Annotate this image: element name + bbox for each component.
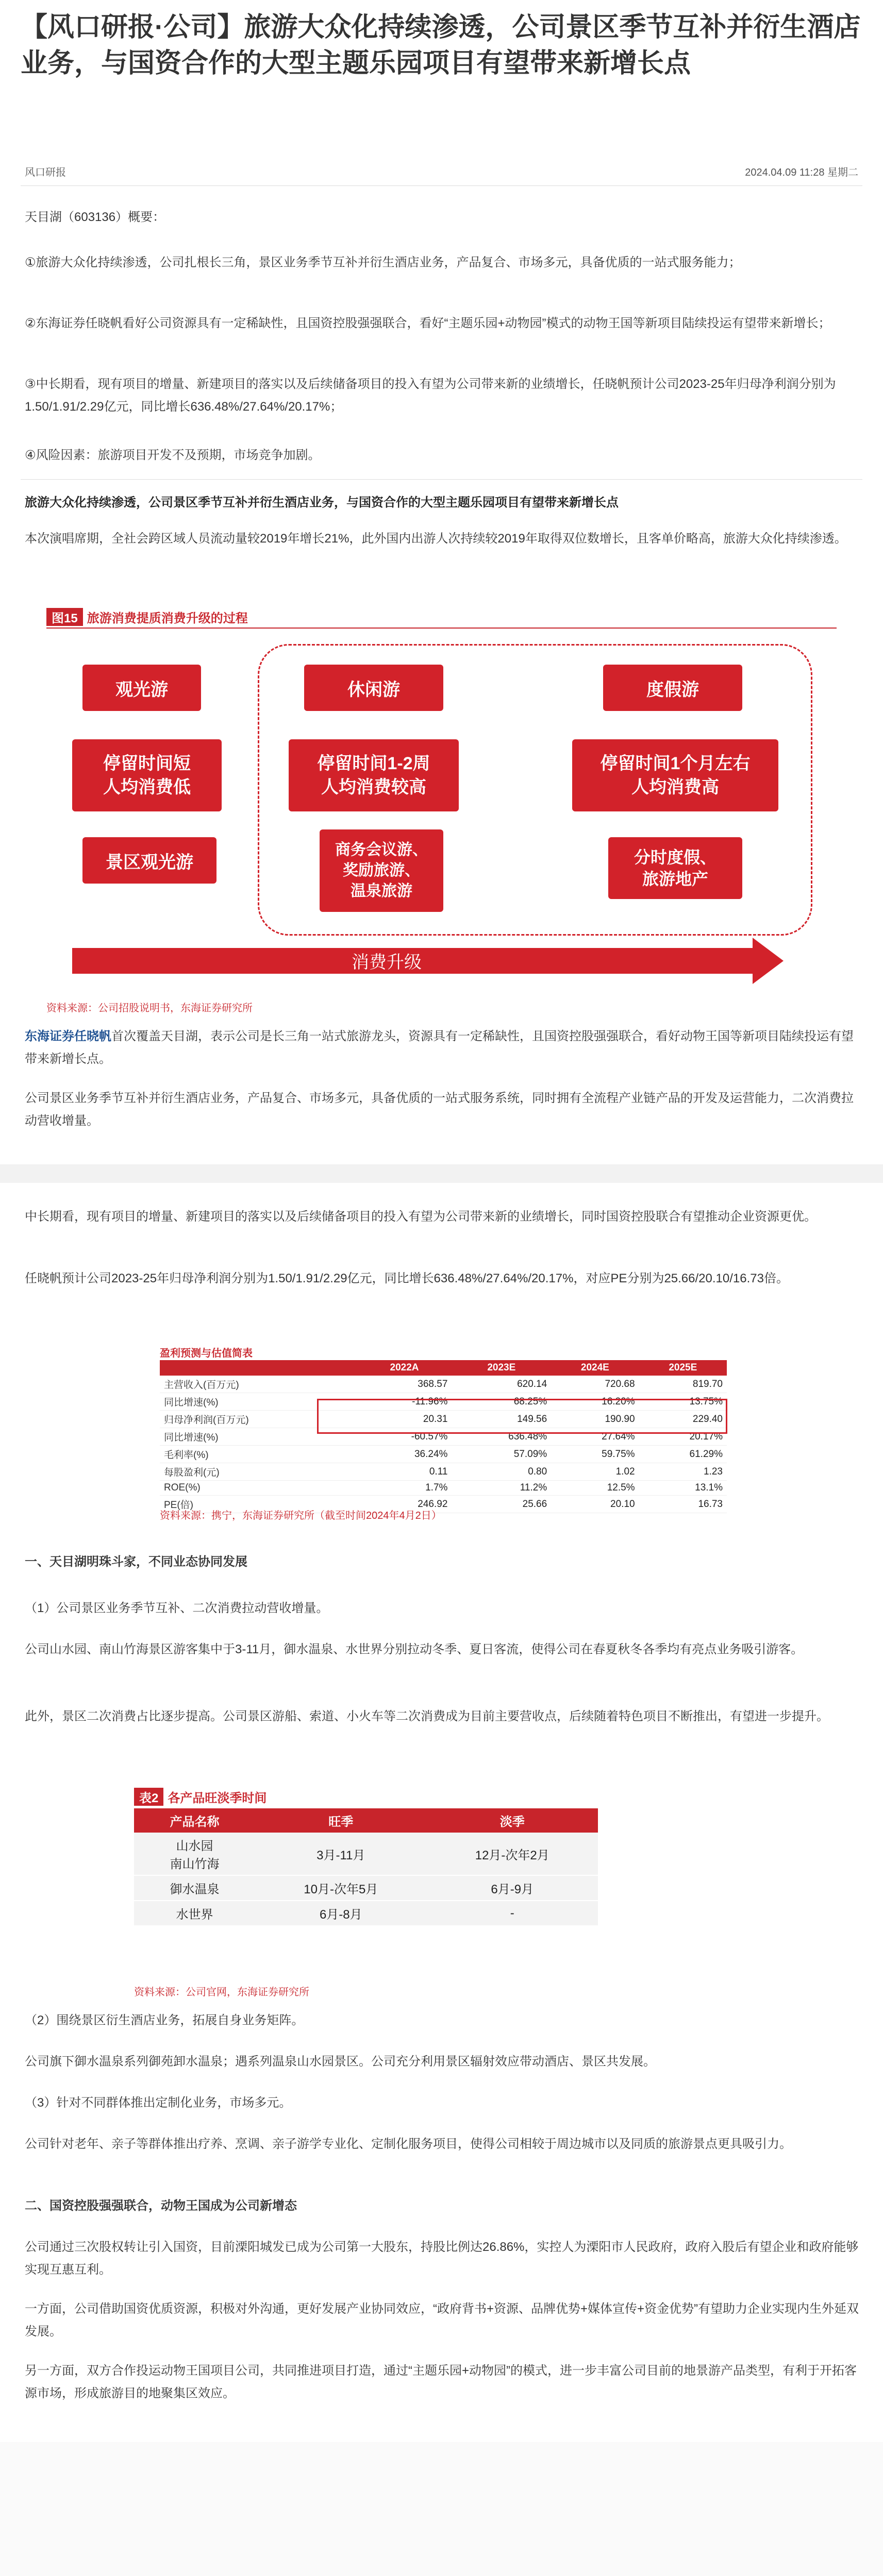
section-paragraph: 本次演唱席期，全社会跨区域人员流动量较2019年增长21%，此外国内出游人次持续较2019年取得双位数增长，且客单价略高，旅游大众化持续渗透。 [25, 532, 847, 546]
table-cell: 12.5% [551, 1481, 639, 1496]
subheading-2: （2）围绕景区衍生酒店业务，拓展自身业务矩阵。 [25, 2013, 304, 2027]
table-cell: 20.31 [357, 1411, 452, 1428]
table-cell: 0.80 [452, 1463, 551, 1481]
timeshare-box: 分时度假、 旅游地产 [608, 837, 742, 899]
highlight-box [317, 1399, 727, 1434]
fin-table-title: 盈利预测与估值简表 [160, 1348, 253, 1359]
business-box: 商务会议游、 奖励旅游、 温泉旅游 [320, 829, 443, 912]
forecast-table [160, 1360, 727, 1513]
summary-item-4: ④风险因素：旅游项目开发不及预期，市场竞争加剧。 [25, 448, 321, 462]
table-cell: 10月-次年5月 [255, 1875, 426, 1901]
table-cell: 同比增速(%) [160, 1393, 357, 1411]
table-header: 2022A [357, 1360, 452, 1376]
subheading-1: （1）公司景区业务季节互补、二次消费拉动营收增量。 [25, 1601, 329, 1615]
table-header [160, 1360, 357, 1376]
table-2-caption [134, 1788, 266, 1806]
table-cell: 1.23 [639, 1463, 727, 1481]
article-source[interactable]: 风口研报 [25, 167, 66, 178]
table-cell: 每股盈利(元) [160, 1463, 357, 1481]
table-cell: 12月-次年2月 [427, 1833, 598, 1875]
table-cell: 246.92 [357, 1496, 452, 1513]
table-cell: 归母净利润(百万元) [160, 1411, 357, 1428]
section-separator [0, 1164, 883, 1183]
table-header: 淡季 [427, 1808, 598, 1833]
table-cell: 御水温泉 [134, 1875, 255, 1901]
table-cell: 13.75% [639, 1393, 727, 1411]
summary-item-1: ①旅游大众化持续渗透，公司扎根长三角，景区业务季节互补并衍生酒店业务，产品复合、市场多元，具备优质的一站式服务能力； [25, 256, 741, 269]
table-row [160, 1376, 727, 1393]
figure-15-source: 资料来源：公司招股说明书，东海证券研究所 [46, 1003, 253, 1014]
table-cell: 1.02 [551, 1463, 639, 1481]
hotel-paragraph: 公司旗下御水温泉系列御苑卸水温泉；遇系列温泉山水园景区。公司充分利用景区辐射效应带动酒店、景区共发展。 [25, 2055, 656, 2069]
figure-rule [46, 628, 837, 629]
table-row [160, 1481, 727, 1496]
table-cell: - [427, 1901, 598, 1926]
figure-number: 图15 [46, 608, 83, 626]
table-row [134, 1875, 598, 1901]
table-cell: 620.14 [452, 1376, 551, 1393]
table-cell: 59.75% [551, 1446, 639, 1463]
table-cell: -11.96% [357, 1393, 452, 1411]
outlook-paragraph: 中长期看，现有项目的增量、新建项目的落实以及后续储备项目的投入有望为公司带来新的业绩增长，同时国资控股联合有望推动企业资源更优。 [25, 1210, 817, 1224]
table-header: 产品名称 [134, 1808, 255, 1833]
table-cell: PE(倍) [160, 1496, 357, 1513]
fin-table-source: 资料来源：携宁，东海证券研究所（截至时间2024年4月2日） [160, 1510, 442, 1521]
consumption-paragraph: 此外，景区二次消费占比逐步提高。公司景区游船、索道、小火车等二次消费成为目前主要营收点，后续随着特色项目不断推出，有望进一步提升。 [25, 1709, 829, 1723]
table-cell: 20.17% [639, 1428, 727, 1446]
table-cell: 毛利率(%) [160, 1446, 357, 1463]
sightseeing-stay-box: 停留时间短 人均消费低 [72, 739, 222, 811]
table-header: 2025E [639, 1360, 727, 1376]
custom-paragraph: 公司针对老年、亲子等群体推出疗养、烹调、亲子游学专业化、定制化服务项目，使得公司相较于周边城市以及同质的旅游景点更具吸引力。 [25, 2137, 792, 2151]
analyst-name: 东海证券任晓帆 [25, 1029, 111, 1043]
leisure-box: 休闲游 [304, 665, 443, 711]
table-cell: 16.73 [639, 1496, 727, 1513]
figure-title: 旅游消费提质消费升级的过程 [87, 612, 248, 625]
table-cell: 720.68 [551, 1376, 639, 1393]
sightseeing-box: 观光游 [82, 665, 201, 711]
forecast-paragraph: 任晓帆预计公司2023-25年归母净利润分别为1.50/1.91/2.29亿元，同比增长636.48%/27.64%/20.17%，对应PE分别为25.66/20.10/16.73倍。 [25, 1272, 789, 1285]
table-cell: 16.20% [551, 1393, 639, 1411]
table-cell: 山水园 南山竹海 [134, 1833, 255, 1875]
section-heading: 旅游大众化持续渗透，公司景区季节互补并衍生酒店业务，与国资合作的大型主题乐园项目有望带来新增长点 [25, 496, 619, 510]
coverage-paragraph [25, 1025, 860, 1071]
table-cell: 水世界 [134, 1901, 255, 1926]
summary-item-3: ③中长期看，现有项目的增量、新建项目的落实以及后续储备项目的投入有望为公司带来新的业绩增长，任晓帆预计公司2023-25年归母净利润分别为1.50/1.91/2.29亿元，同比增长636.48%/27.64%/20.17%； [25, 377, 836, 414]
table-cell: 6月-8月 [255, 1901, 426, 1926]
table-cell: 同比增速(%) [160, 1428, 357, 1446]
summary-divider [21, 479, 862, 480]
table-header: 2023E [452, 1360, 551, 1376]
coverage-text: 首次覆盖天目湖，表示公司是长三角一站式旅游龙头，资源具有一定稀缺性，且国资控股强强联合，看好动物王国等新项目陆续投运有望带来新增长点。 [25, 1029, 854, 1066]
kingdom-paragraph: 另一方面，双方合作投运动物王国项目公司，共同推进项目打造，通过“主题乐园+动物园”的模式，进一步丰富公司目前的地景游产品类型，有利于开拓客源市场，形成旅游目的地聚集区效应。 [25, 2364, 857, 2400]
scenic-box: 景区观光游 [82, 837, 216, 884]
header-divider [21, 185, 862, 186]
subheading-3: （3）针对不同群体推出定制化业务，市场多元。 [25, 2096, 292, 2110]
table-cell: 27.64% [551, 1428, 639, 1446]
table-cell: 3月-11月 [255, 1833, 426, 1875]
table-cell: ROE(%) [160, 1481, 357, 1496]
season-table [134, 1808, 598, 1926]
table-cell: -60.57% [357, 1428, 452, 1446]
table-cell: 13.1% [639, 1481, 727, 1496]
section-heading-2: 二、国资控股强强联合，动物王国成为公司新增态 [25, 2199, 297, 2213]
table-cell: 6月-9月 [427, 1875, 598, 1901]
table-row [134, 1901, 598, 1926]
table-row [134, 1833, 598, 1875]
table-header-row [160, 1360, 727, 1376]
table-cell: 68.25% [452, 1393, 551, 1411]
table-cell: 36.24% [357, 1446, 452, 1463]
table-cell: 229.40 [639, 1411, 727, 1428]
table-cell: 149.56 [452, 1411, 551, 1428]
table-header-row [134, 1808, 598, 1833]
table-cell: 190.90 [551, 1411, 639, 1428]
table-cell: 主营收入(百万元) [160, 1376, 357, 1393]
table-number: 表2 [134, 1788, 163, 1806]
table-row [160, 1463, 727, 1481]
table-header: 旺季 [255, 1808, 426, 1833]
image-area-bg [0, 2442, 883, 2576]
table-title: 各产品旺淡季时间 [168, 1791, 267, 1805]
synergy-paragraph: 一方面，公司借助国资优质资源，积极对外沟通，更好发展产业协同效应，“政府背书+资源、品牌优势+媒体宣传+资金优势”有望助力企业实现内生外延双发展。 [25, 2302, 859, 2338]
table-cell: 0.11 [357, 1463, 452, 1481]
figure-15-caption [46, 608, 248, 626]
business-paragraph: 公司景区业务季节互补并衍生酒店业务，产品复合、市场多元，具备优质的一站式服务系统，同时拥有全流程产业链产品的开发及运营能力，二次消费拉动营收增量。 [25, 1091, 854, 1128]
table-cell: 819.70 [639, 1376, 727, 1393]
season-paragraph: 公司山水园、南山竹海景区游客集中于3-11月，御水温泉、水世界分别拉动冬季、夏日客流，使得公司在春夏秋冬各季均有亮点业务吸引游客。 [25, 1642, 804, 1656]
article-title: 【风口研报·公司】旅游大众化持续渗透，公司景区季节互补并衍生酒店业务，与国资合作的大型主题乐园项目有望带来新增长点 [21, 12, 861, 78]
table-cell: 20.10 [551, 1496, 639, 1513]
table-cell: 1.7% [357, 1481, 452, 1496]
table-row [160, 1446, 727, 1463]
summary-stock: 天目湖（603136）概要： [25, 210, 165, 224]
table-cell: 57.09% [452, 1446, 551, 1463]
table-cell: 368.57 [357, 1376, 452, 1393]
table-cell: 61.29% [639, 1446, 727, 1463]
table-cell: 11.2% [452, 1481, 551, 1496]
table-cell: 636.48% [452, 1428, 551, 1446]
table-2-source: 资料来源：公司官网，东海证券研究所 [134, 1987, 309, 1998]
state-capital-paragraph: 公司通过三次股权转让引入国资，目前溧阳城发已成为公司第一大股东，持股比例达26.86%，实控人为溧阳市人民政府，政府入股后有望企业和政府能够实现互惠互利。 [25, 2240, 859, 2277]
table-header: 2024E [551, 1360, 639, 1376]
summary-item-2: ②东海证券任晓帆看好公司资源具有一定稀缺性，且国资控股强强联合，看好“主题乐园+动物园”模式的动物王国等新项目陆续投运有望带来新增长； [25, 316, 831, 330]
vacation-box: 度假游 [603, 665, 742, 711]
leisure-stay-box: 停留时间1-2周 人均消费较高 [289, 739, 459, 811]
upgrade-label: 消费升级 [352, 953, 422, 972]
article-date: 2024.04.09 11:28 星期二 [745, 167, 858, 178]
table-cell: 25.66 [452, 1496, 551, 1513]
section-heading-1: 一、天目湖明珠斗家，不同业态协同发展 [25, 1555, 247, 1569]
vacation-stay-box: 停留时间1个月左右 人均消费高 [572, 739, 778, 811]
